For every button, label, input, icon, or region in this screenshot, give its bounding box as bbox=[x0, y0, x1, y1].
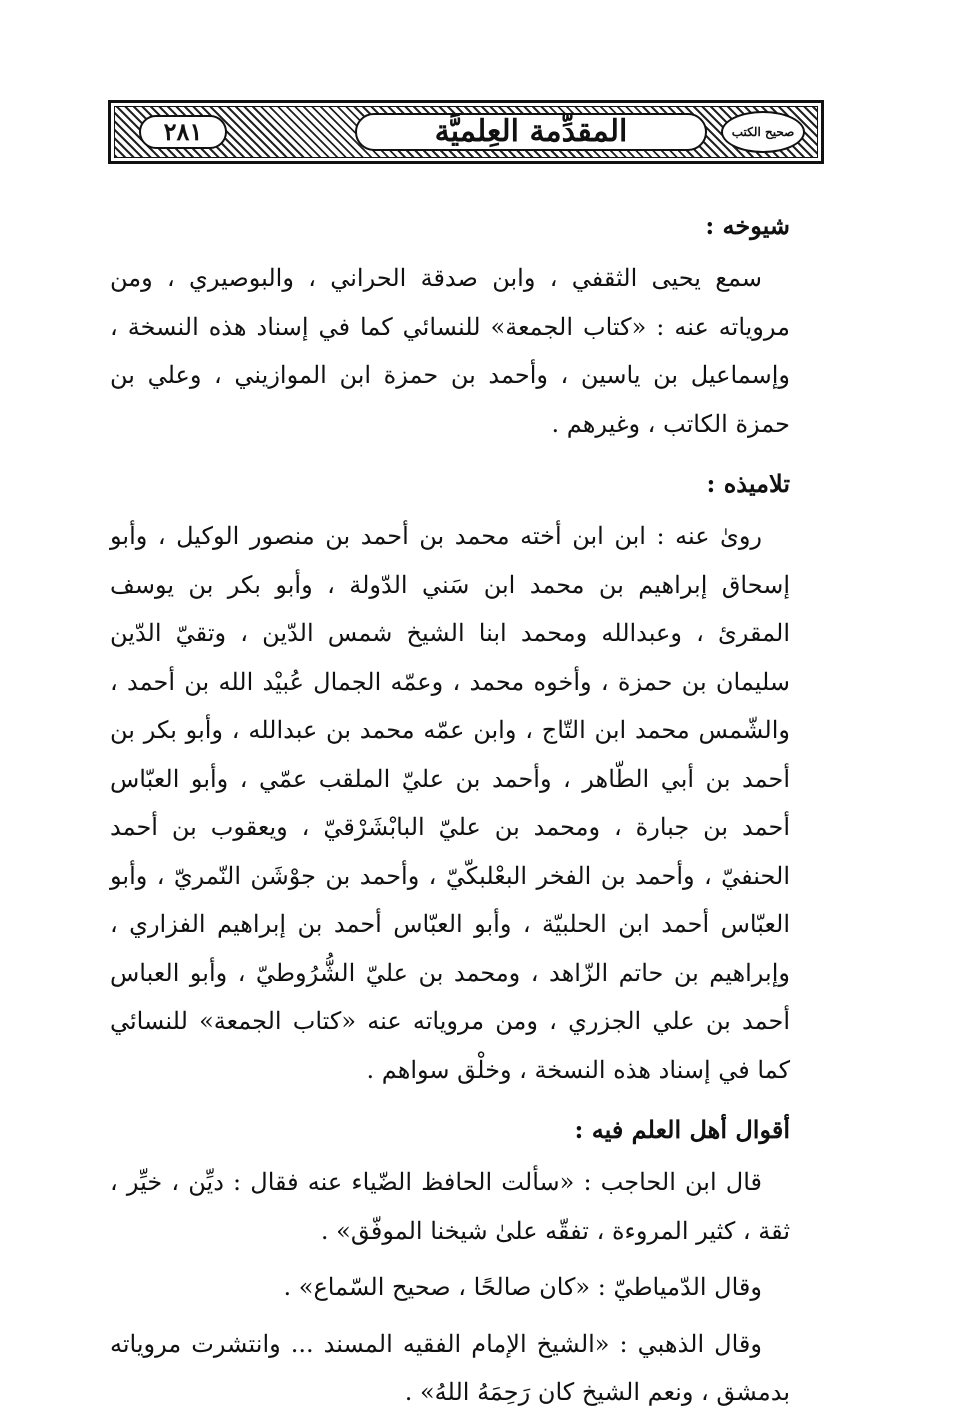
title-cartouche bbox=[355, 113, 707, 151]
page-number-cartouche bbox=[139, 115, 227, 149]
main-text bbox=[110, 198, 790, 1425]
logo-text: صحيح الكتب bbox=[731, 125, 795, 139]
book-logo-icon bbox=[721, 111, 805, 153]
section-heading-students: تلاميذه : bbox=[706, 469, 790, 498]
page-header bbox=[108, 100, 824, 164]
page-number: ٢٨١ bbox=[163, 117, 203, 146]
paragraph-students: روىٰ عنه : ابن ابن أخته محمد بن أحمد بن منصور الوكيل ، وأبو إسحاق إبراهيم بن محمد ابن سَني الدّولة ، وأبو بكر بن يوسف المقرئ ، وعبدالله ومحمد ابنا الشيخ شمس الدّين ، وتقيّ الدّين سليمان بن حمزة ، وأخوه محمد ، وعمّه الجمال عُبيْد الله بن أحمد ، والشّمس محمد ابن التّاج ، وابن عمّه محمد بن عبدالله ، وأبو بكر بن أحمد بن أبي الطّاهر ، وأحمد بن عليّ الملقب عمّي ، وأبو العبّاس أحمد بن جبارة ، ومحمد بن عليّ البابْشَرْقيّ ، ويعقوب بن أحمد الحنفيّ ، وأحمد بن الفخر البعْلبكّيّ ، وأحمد بن جوْشَن النّمريّ ، وأبو العبّاس أحمد ابن الحلبيّة ، وأبو العبّاس أحمد بن إبراهيم الفزاري ، وإبراهيم بن حاتم الزّاهد ، ومحمد بن عليّ الشُّرُوطيّ ، وأبو العباس أحمد بن علي الجزري ، ومن مروياته عنه «كتاب الجمعة» للنسائي كما في إسناد هذه النسخة ، وخلْق سواهم . bbox=[110, 522, 790, 1084]
section-heading-scholars-sayings: أقوال أهل العلم فيه : bbox=[574, 1115, 790, 1144]
paragraph-dhahabi: وقال الذهبي : «الشيخ الإمام الفقيه المسند ... وانتشرت مروياته بدمشق ، ونعم الشيخ كان رَحِمَهُ اللهُ» . bbox=[110, 1329, 790, 1406]
paragraph-ibn-alhajib: قال ابن الحاجب : «سألت الحافظ الضّياء عنه فقال : ديِّن ، خيِّر ، ثقة ، كثير المروءة ، تفقّه علىٰ شيخنا الموفّق» . bbox=[110, 1168, 790, 1245]
page-title: المقدِّمة العِلميَّة bbox=[434, 114, 628, 149]
header-ornament-border bbox=[114, 106, 818, 158]
paragraph-dimyati: وقال الدّمياطيّ : «كان صالحًا ، صحيح السّماع» . bbox=[283, 1273, 762, 1301]
paragraph-teachers: سمع يحيى الثقفي ، وابن صدقة الحراني ، والبوصيري ، ومن مروياته عنه : «كتاب الجمعة» للنسائي كما في إسناد هذه النسخة ، وإسماعيل بن ياسين ، وأحمد بن حمزة ابن الموازيني ، وعلي بن حمزة الكاتب ، وغيرهم . bbox=[110, 264, 790, 438]
section-heading-teachers: شيوخه : bbox=[705, 211, 790, 240]
